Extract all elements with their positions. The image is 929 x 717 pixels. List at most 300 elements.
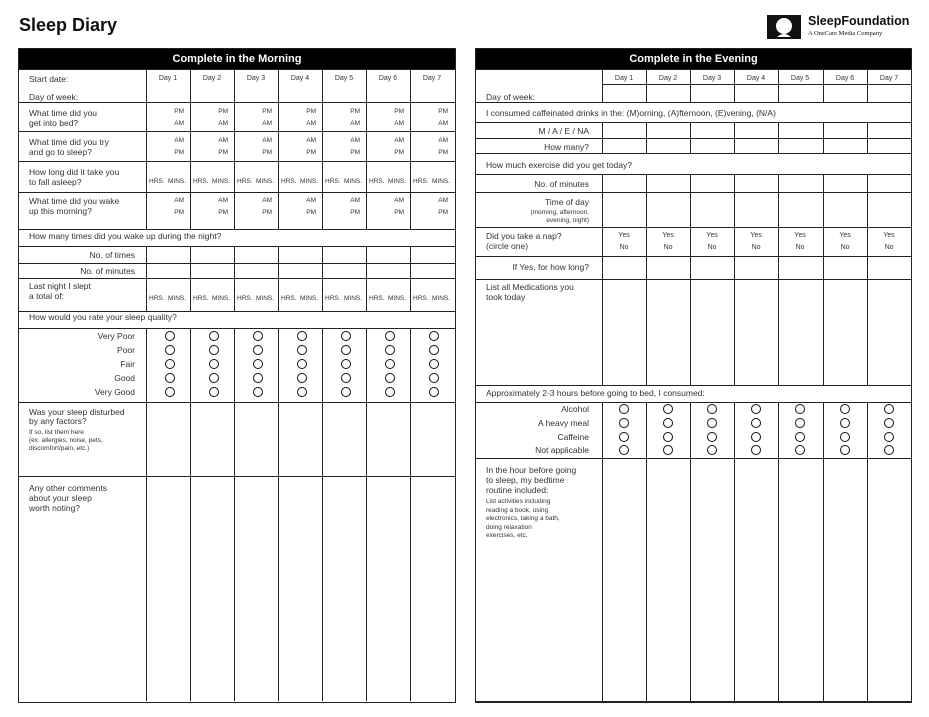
consumed-radio[interactable] <box>707 418 717 428</box>
quality-radio[interactable] <box>165 345 175 355</box>
page-title: Sleep Diary <box>19 15 118 35</box>
am-label: AM <box>174 197 184 204</box>
grid-line <box>823 84 824 102</box>
grid-line <box>823 122 824 153</box>
quality-radio[interactable] <box>165 373 175 383</box>
quality-radio[interactable] <box>385 345 395 355</box>
grid-line <box>146 328 147 701</box>
grid-line <box>476 385 911 386</box>
grid-line <box>646 122 647 153</box>
mins-label: MINS. <box>168 295 187 302</box>
consumed-radio[interactable] <box>751 404 761 414</box>
am-label: AM <box>174 137 184 144</box>
grid-line <box>278 246 279 311</box>
bed-time-label-2: get into bed? <box>29 118 79 128</box>
mins-label: MINS. <box>168 178 187 185</box>
quality-radio[interactable] <box>297 359 307 369</box>
evening-day-header-5: Day 5 <box>790 75 810 82</box>
quality-radio[interactable] <box>165 331 175 341</box>
grid-line <box>646 174 647 385</box>
grid-line <box>734 402 735 458</box>
morning-day-header-6: Day 6 <box>378 75 398 82</box>
logo-tagline: A OneCare Media Company <box>808 30 883 37</box>
evening-header: Complete in the Evening <box>476 49 911 69</box>
consumed-radio[interactable] <box>795 404 805 414</box>
nap-question-1: Did you take a nap? <box>486 231 562 241</box>
grid-line <box>778 174 779 385</box>
pm-label: PM <box>218 108 228 115</box>
nap-yes-option[interactable]: Yes <box>839 232 851 239</box>
quality-option-label-2: Fair <box>120 359 135 369</box>
grid-line <box>476 138 911 139</box>
pm-label: PM <box>394 108 404 115</box>
quality-radio[interactable] <box>253 345 263 355</box>
pm-label: PM <box>306 209 316 216</box>
mins-label: MINS. <box>344 295 363 302</box>
time-of-day-hint-1: (morning, afternoon, <box>530 209 589 216</box>
grid-line <box>778 402 779 458</box>
grid-line <box>476 701 911 702</box>
pm-label: PM <box>174 108 184 115</box>
quality-radio[interactable] <box>297 331 307 341</box>
am-label: AM <box>350 137 360 144</box>
am-label: AM <box>438 120 448 127</box>
quality-radio[interactable] <box>341 387 351 397</box>
quality-radio[interactable] <box>429 331 439 341</box>
grid-line <box>867 84 868 102</box>
nap-no-option[interactable]: No <box>751 244 761 251</box>
comments-label-1: Any other comments <box>29 483 107 493</box>
grid-line <box>690 122 691 153</box>
consumed-radio[interactable] <box>619 432 629 442</box>
routine-hint-2: reading a book, using <box>486 506 549 514</box>
quality-option-label-3: Good <box>114 373 135 383</box>
grid-line <box>778 84 779 102</box>
wake-up-label-1: What time did you wake <box>29 196 120 206</box>
grid-line <box>823 458 824 701</box>
am-label: AM <box>306 197 316 204</box>
grid-line <box>476 122 911 123</box>
consumed-option-label-2: Caffeine <box>557 432 589 442</box>
mins-label: MINS. <box>432 178 451 185</box>
grid-line <box>476 227 911 228</box>
consumed-option-label-1: A heavy meal <box>537 418 589 428</box>
hrs-label: HRS. <box>325 295 341 302</box>
meds-label-2: took today <box>486 292 526 302</box>
pm-label: PM <box>218 149 228 156</box>
routine-label-1: In the hour before going <box>486 465 577 475</box>
morning-panel <box>18 48 456 703</box>
quality-radio[interactable] <box>297 373 307 383</box>
am-label: AM <box>218 137 228 144</box>
bed-time-label-1: What time did you <box>29 108 98 118</box>
quality-radio[interactable] <box>165 359 175 369</box>
hrs-label: HRS. <box>325 178 341 185</box>
consumed-option-label-0: Alcohol <box>561 404 589 414</box>
grid-line <box>734 458 735 701</box>
morning-day-header-4: Day 4 <box>290 75 310 82</box>
am-label: AM <box>394 120 404 127</box>
grid-line <box>690 84 691 102</box>
quality-radio[interactable] <box>429 387 439 397</box>
grid-line <box>476 153 911 154</box>
am-label: AM <box>262 120 272 127</box>
pm-label: PM <box>262 209 272 216</box>
consumed-radio[interactable] <box>795 432 805 442</box>
grid-line <box>690 174 691 385</box>
hrs-label: HRS. <box>281 178 297 185</box>
grid-line <box>322 328 323 701</box>
grid-line <box>19 102 455 103</box>
am-label: AM <box>438 137 448 144</box>
mins-label: MINS. <box>300 295 319 302</box>
morning-header: Complete in the Morning <box>19 49 455 69</box>
grid-line <box>366 246 367 311</box>
quality-option-label-1: Poor <box>117 345 135 355</box>
exercise-question: How much exercise did you get today? <box>486 160 632 170</box>
num-minutes-label: No. of minutes <box>80 266 135 276</box>
how-many-label: How many? <box>544 142 589 152</box>
pm-label: PM <box>262 149 272 156</box>
quality-radio[interactable] <box>297 345 307 355</box>
nap-question-2: (circle one) <box>486 241 529 251</box>
grid-line <box>190 328 191 701</box>
quality-radio[interactable] <box>253 359 263 369</box>
am-label: AM <box>394 197 404 204</box>
grid-line <box>234 246 235 311</box>
quality-radio[interactable] <box>253 373 263 383</box>
am-label: AM <box>306 137 316 144</box>
grid-line <box>322 246 323 311</box>
consumed-radio[interactable] <box>707 432 717 442</box>
morning-day-header-1: Day 1 <box>158 75 178 82</box>
time-of-day-label: Time of day <box>544 197 589 207</box>
grid-line <box>602 402 603 458</box>
mins-label: MINS. <box>212 295 231 302</box>
slept-total-label-2: a total of: <box>29 291 64 301</box>
consumed-radio[interactable] <box>884 418 894 428</box>
grid-line <box>867 122 868 153</box>
mins-label: MINS. <box>344 178 363 185</box>
grid-line <box>602 174 603 385</box>
hrs-label: HRS. <box>149 295 165 302</box>
grid-line <box>410 328 411 701</box>
evening-day-header-6: Day 6 <box>835 75 855 82</box>
am-label: AM <box>350 120 360 127</box>
grid-line <box>867 402 868 458</box>
before-bed-question: Approximately 2-3 hours before going to bed, I consumed: <box>486 388 705 398</box>
grid-line <box>690 458 691 701</box>
hrs-label: HRS. <box>193 295 209 302</box>
consumed-option-label-3: Not applicable <box>535 445 589 455</box>
grid-line <box>278 328 279 701</box>
quality-radio[interactable] <box>209 387 219 397</box>
quality-radio[interactable] <box>341 345 351 355</box>
disturbed-label-1: Was your sleep disturbed <box>29 407 125 417</box>
mins-label: MINS. <box>432 295 451 302</box>
routine-hint-4: doing relaxation <box>486 523 532 531</box>
nap-no-option[interactable]: No <box>707 244 717 251</box>
quality-option-label-4: Very Good <box>94 387 135 397</box>
grid-line <box>19 328 455 329</box>
consumed-radio[interactable] <box>663 445 673 455</box>
evening-day-header-3: Day 3 <box>702 75 722 82</box>
am-label: AM <box>174 120 184 127</box>
grid-line <box>476 174 911 175</box>
quality-question: How would you rate your sleep quality? <box>29 312 177 322</box>
evening-day-header-7: Day 7 <box>879 75 899 82</box>
mins-label: MINS. <box>256 295 275 302</box>
slept-total-label-1: Last night I slept <box>29 281 91 291</box>
quality-radio[interactable] <box>165 387 175 397</box>
hrs-label: HRS. <box>149 178 165 185</box>
nap-yes-option[interactable]: Yes <box>706 232 718 239</box>
routine-label-3: routine included: <box>486 485 549 495</box>
grid-line <box>602 122 603 153</box>
morning-day-header-2: Day 2 <box>202 75 222 82</box>
nap-yes-option[interactable]: Yes <box>750 232 762 239</box>
disturbed-label-2: by any factors? <box>29 416 87 426</box>
quality-radio[interactable] <box>209 359 219 369</box>
hrs-label: HRS. <box>193 178 209 185</box>
pm-label: PM <box>350 209 360 216</box>
mins-label: MINS. <box>256 178 275 185</box>
hrs-label: HRS. <box>237 178 253 185</box>
nap-yes-option[interactable]: Yes <box>662 232 674 239</box>
grid-line <box>19 263 455 264</box>
quality-radio[interactable] <box>429 373 439 383</box>
grid-line <box>734 84 735 102</box>
consumed-radio[interactable] <box>884 445 894 455</box>
evening-day-header-1: Day 1 <box>614 75 634 82</box>
hrs-label: HRS. <box>237 295 253 302</box>
routine-hint-5: exercises, etc. <box>486 532 528 539</box>
routine-hint-3: electronics, taking a bath, <box>486 515 560 522</box>
grid-line <box>867 174 868 385</box>
am-label: AM <box>262 197 272 204</box>
consumed-radio[interactable] <box>619 418 629 428</box>
consumed-radio[interactable] <box>707 445 717 455</box>
grid-line <box>476 402 911 403</box>
sleep-foundation-logo <box>765 13 915 43</box>
mae-label: M / A / E / NA <box>538 126 589 136</box>
grid-line <box>602 84 911 85</box>
am-label: AM <box>218 120 228 127</box>
quality-radio[interactable] <box>253 331 263 341</box>
pm-label: PM <box>438 108 448 115</box>
meds-label-1: List all Medications you <box>486 282 574 292</box>
caffeine-question: I consumed caffeinated drinks in the: (M)orning, (A)fternoon, (E)vening, (N/A) <box>486 108 776 118</box>
consumed-radio[interactable] <box>663 404 673 414</box>
quality-radio[interactable] <box>341 331 351 341</box>
disturbed-hint-2: (ex. allergies, noise, pets, <box>29 437 103 444</box>
morning-day-header-5: Day 5 <box>334 75 354 82</box>
evening-day-of-week-label: Day of week: <box>486 92 536 102</box>
consumed-radio[interactable] <box>840 404 850 414</box>
nap-no-option[interactable]: No <box>663 244 673 251</box>
grid-line <box>476 69 911 70</box>
quality-radio[interactable] <box>297 387 307 397</box>
hrs-label: HRS. <box>413 178 429 185</box>
consumed-radio[interactable] <box>663 432 673 442</box>
pm-label: PM <box>394 209 404 216</box>
hrs-label: HRS. <box>369 295 385 302</box>
pm-label: PM <box>350 108 360 115</box>
grid-line <box>823 402 824 458</box>
grid-line <box>190 246 191 311</box>
quality-radio[interactable] <box>385 359 395 369</box>
grid-line <box>476 279 911 280</box>
quality-option-label-0: Very Poor <box>97 331 135 341</box>
grid-line <box>646 458 647 701</box>
pm-label: PM <box>306 149 316 156</box>
grid-line <box>234 328 235 701</box>
am-label: AM <box>350 197 360 204</box>
day-of-week-label: Day of week: <box>29 92 79 102</box>
consumed-radio[interactable] <box>663 418 673 428</box>
grid-line <box>146 246 147 311</box>
routine-hint-1: List activities including <box>486 498 551 505</box>
am-label: AM <box>438 197 448 204</box>
hrs-label: HRS. <box>369 178 385 185</box>
quality-radio[interactable] <box>253 387 263 397</box>
grid-line <box>867 458 868 701</box>
grid-line <box>476 102 911 103</box>
grid-line <box>19 246 455 247</box>
mins-label: MINS. <box>212 178 231 185</box>
quality-radio[interactable] <box>429 345 439 355</box>
start-date-label: Start date: <box>29 74 69 84</box>
comments-label-3: worth noting? <box>29 503 81 513</box>
consumed-radio[interactable] <box>751 418 761 428</box>
am-label: AM <box>218 197 228 204</box>
pm-label: PM <box>306 108 316 115</box>
pm-label: PM <box>174 149 184 156</box>
consumed-radio[interactable] <box>751 445 761 455</box>
routine-label-2: to sleep, my bedtime <box>486 475 565 485</box>
nap-yes-option[interactable]: Yes <box>618 232 630 239</box>
grid-line <box>778 458 779 701</box>
grid-line <box>19 69 455 70</box>
exercise-minutes-label: No. of minutes <box>534 179 589 189</box>
quality-radio[interactable] <box>209 331 219 341</box>
disturbed-hint-1: If so, list them here <box>29 429 84 436</box>
grid-line <box>646 84 647 102</box>
consumed-radio[interactable] <box>619 404 629 414</box>
mins-label: MINS. <box>300 178 319 185</box>
logo-name: SleepFoundation <box>808 14 910 28</box>
grid-line <box>19 229 455 230</box>
consumed-radio[interactable] <box>884 432 894 442</box>
grid-line <box>366 328 367 701</box>
consumed-radio[interactable] <box>795 418 805 428</box>
grid-line <box>823 174 824 385</box>
grid-line <box>19 192 455 193</box>
wake-up-label-2: up this morning? <box>29 206 92 216</box>
comments-label-2: about your sleep <box>29 493 92 503</box>
consumed-radio[interactable] <box>884 404 894 414</box>
consumed-radio[interactable] <box>795 445 805 455</box>
fall-asleep-label-2: to fall asleep? <box>29 177 82 187</box>
morning-day-header-7: Day 7 <box>422 75 442 82</box>
am-label: AM <box>394 137 404 144</box>
nap-no-option[interactable]: No <box>795 244 805 251</box>
consumed-radio[interactable] <box>840 432 850 442</box>
pm-label: PM <box>218 209 228 216</box>
pm-label: PM <box>262 108 272 115</box>
pm-label: PM <box>438 149 448 156</box>
quality-radio[interactable] <box>385 387 395 397</box>
consumed-radio[interactable] <box>619 445 629 455</box>
try-sleep-label-2: and go to sleep? <box>29 147 92 157</box>
hrs-label: HRS. <box>281 295 297 302</box>
am-label: AM <box>306 120 316 127</box>
evening-day-header-4: Day 4 <box>746 75 766 82</box>
grid-line <box>19 278 455 279</box>
pm-label: PM <box>394 149 404 156</box>
grid-line <box>476 458 911 459</box>
pm-label: PM <box>438 209 448 216</box>
mins-label: MINS. <box>388 295 407 302</box>
mins-label: MINS. <box>388 178 407 185</box>
grid-line <box>19 131 455 132</box>
nap-how-long-label: If Yes, for how long? <box>512 262 589 272</box>
consumed-radio[interactable] <box>751 432 761 442</box>
consumed-radio[interactable] <box>840 418 850 428</box>
nap-no-option[interactable]: No <box>840 244 850 251</box>
quality-radio[interactable] <box>385 331 395 341</box>
grid-line <box>476 192 911 193</box>
disturbed-hint-3: discomfort/pain, etc.) <box>29 445 90 452</box>
nap-no-option[interactable]: No <box>619 244 629 251</box>
quality-radio[interactable] <box>209 345 219 355</box>
hrs-label: HRS. <box>413 295 429 302</box>
consumed-radio[interactable] <box>707 404 717 414</box>
grid-line <box>19 476 455 477</box>
grid-line <box>734 174 735 385</box>
pm-label: PM <box>350 149 360 156</box>
quality-radio[interactable] <box>429 359 439 369</box>
time-of-day-hint-2: evening, night) <box>546 217 589 224</box>
nap-yes-option[interactable]: Yes <box>883 232 895 239</box>
try-sleep-label-1: What time did you try <box>29 137 109 147</box>
grid-line <box>19 402 455 403</box>
wake-times-question: How many times did you wake up during the night? <box>29 231 222 241</box>
consumed-radio[interactable] <box>840 445 850 455</box>
morning-day-header-3: Day 3 <box>246 75 266 82</box>
grid-line <box>778 122 779 153</box>
grid-line <box>410 246 411 311</box>
grid-line <box>646 402 647 458</box>
grid-line <box>602 84 603 102</box>
am-label: AM <box>262 137 272 144</box>
grid-line <box>476 256 911 257</box>
quality-radio[interactable] <box>209 373 219 383</box>
grid-line <box>602 458 603 701</box>
evening-day-header-2: Day 2 <box>658 75 678 82</box>
num-times-label: No. of times <box>89 250 135 260</box>
nap-yes-option[interactable]: Yes <box>794 232 806 239</box>
evening-panel <box>475 48 912 703</box>
quality-radio[interactable] <box>341 373 351 383</box>
quality-radio[interactable] <box>385 373 395 383</box>
nap-no-option[interactable]: No <box>884 244 894 251</box>
pm-label: PM <box>174 209 184 216</box>
fall-asleep-label-1: How long did it take you <box>29 167 120 177</box>
quality-radio[interactable] <box>341 359 351 369</box>
grid-line <box>734 122 735 153</box>
grid-line <box>690 402 691 458</box>
